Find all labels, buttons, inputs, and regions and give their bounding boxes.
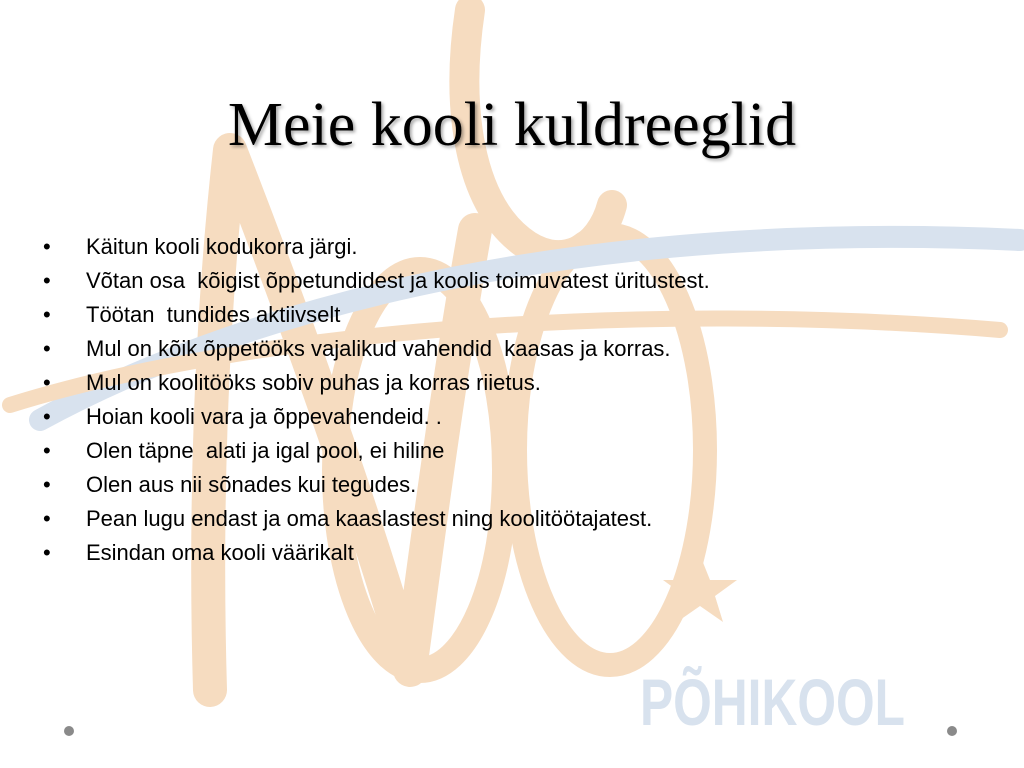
bullet-item [40, 332, 1000, 366]
bullet-item [40, 298, 1000, 332]
bullet-point-icon: • [43, 302, 51, 327]
watermark-logo-text: PÕHIKOOL [640, 665, 905, 739]
bullet-point-icon: • [43, 506, 51, 531]
bullet-text: Mul on koolitööks sobiv puhas ja korras riietus. [86, 370, 541, 395]
bullet-item [40, 468, 1000, 502]
bullet-point-icon: • [43, 336, 51, 361]
bullet-item [40, 400, 1000, 434]
bullet-point-icon: • [43, 540, 51, 565]
bullet-list [40, 230, 1000, 570]
bullet-item [40, 502, 1000, 536]
bullet-item [40, 230, 1000, 264]
slide-title: Meie kooli kuldreeglid [227, 91, 797, 159]
bullet-item [40, 536, 1000, 570]
bullet-text: Hoian kooli vara ja õppevahendeid. . [86, 404, 442, 429]
nav-dot-left [64, 726, 74, 736]
bullet-item [40, 366, 1000, 400]
bullet-text: Mul on kõik õppetööks vajalikud vahendid kaasas ja korras. [86, 336, 671, 361]
nav-dot-right [947, 726, 957, 736]
bullet-point-icon: • [43, 268, 51, 293]
bullet-point-icon: • [43, 438, 51, 463]
bullet-text: Pean lugu endast ja oma kaaslastest ning koolitöötajatest. [86, 506, 653, 531]
bullet-item [40, 434, 1000, 468]
bullet-text: Töötan tundides aktiivselt [86, 302, 341, 327]
bullet-text: Esindan oma kooli väärikalt [86, 540, 354, 565]
bullet-text: Olen täpne alati ja igal pool, ei hiline [86, 438, 445, 463]
bullet-text: Käitun kooli kodukorra järgi. [86, 234, 358, 259]
bullet-point-icon: • [43, 234, 51, 259]
bullet-point-icon: • [43, 404, 51, 429]
bullet-point-icon: • [43, 472, 51, 497]
bullet-text: Võtan osa kõigist õppetundidest ja koolis toimuvatest üritustest. [86, 268, 710, 293]
bullet-point-icon: • [43, 370, 51, 395]
bullet-item [40, 264, 1000, 298]
bullet-text: Olen aus nii sõnades kui tegudes. [86, 472, 417, 497]
